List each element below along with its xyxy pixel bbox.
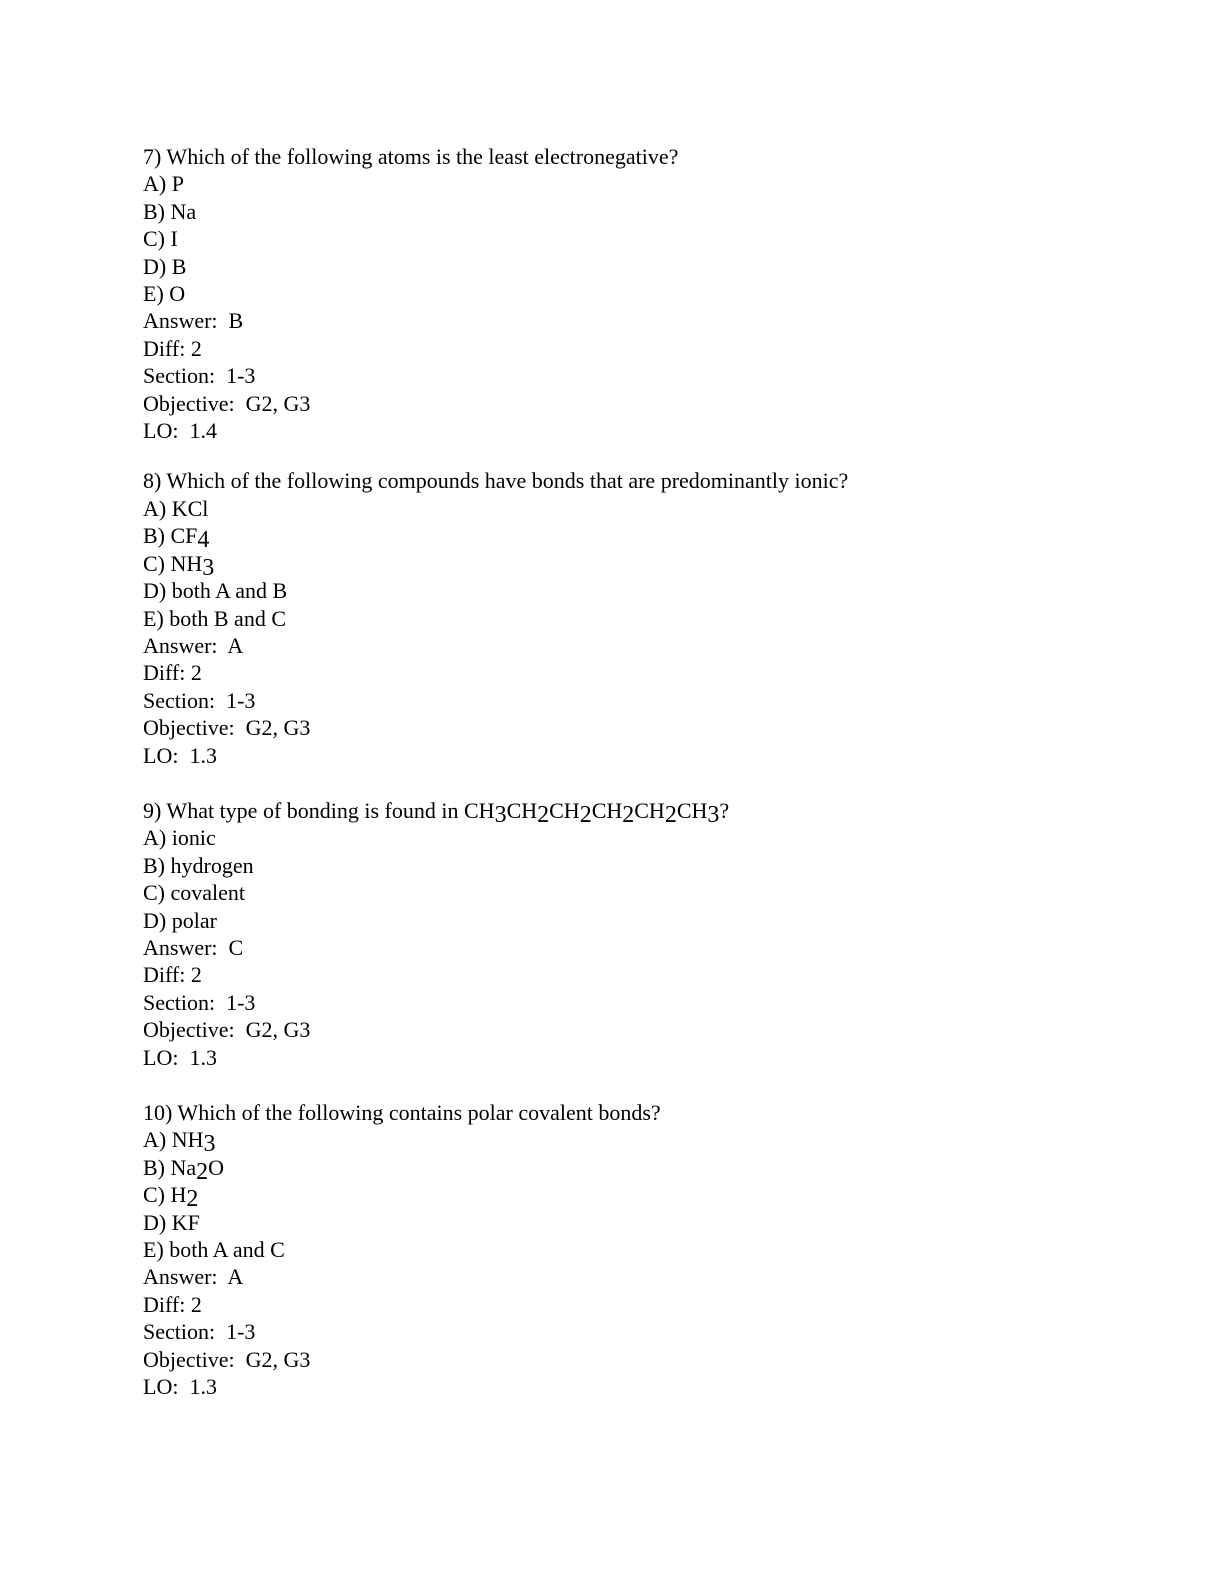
question-9 (143, 797, 1143, 1071)
difficulty-line: Diff: 2 (143, 335, 202, 361)
answer-line: Answer: C (143, 934, 244, 960)
option-a: A) P (143, 171, 184, 197)
lo-line: LO: 1.4 (143, 418, 217, 444)
subscript: 2 (579, 801, 592, 828)
formula-part: CH (591, 797, 623, 823)
option-a: A) ionic (143, 825, 216, 851)
subscript: 2 (196, 1158, 209, 1185)
option-text: A) KCl (143, 495, 209, 521)
option-text: D) KF (143, 1209, 200, 1235)
option-c: C) I (143, 226, 178, 252)
answer-line: Answer: A (143, 632, 244, 658)
question-stem: 10) Which of the following contains polar covalent bonds? (143, 1100, 661, 1125)
option-a (143, 1126, 1143, 1158)
stem-text: ? (719, 797, 730, 823)
option-b (143, 522, 1143, 554)
option-text: E) both A and C (143, 1237, 285, 1263)
difficulty-line: Diff: 2 (143, 962, 202, 988)
option-d: D) B (143, 253, 187, 279)
question-list (143, 143, 1143, 1400)
objective-line: Objective: G2, G3 (143, 715, 311, 741)
subscript: 2 (622, 801, 635, 828)
subscript: 2 (664, 801, 677, 828)
option-text: C) NH (143, 550, 203, 576)
objective-line: Objective: G2, G3 (143, 1346, 311, 1372)
formula-part: CH (634, 797, 665, 823)
formula-part: CH (549, 797, 580, 823)
option-d (143, 577, 1143, 604)
option-text: A) NH (143, 1127, 204, 1153)
lo-line: LO: 1.3 (143, 1044, 217, 1070)
subscript: 4 (197, 527, 210, 554)
option-b: B) Na (143, 198, 197, 224)
option-c (143, 550, 1143, 581)
question-7 (143, 143, 1143, 444)
option-text: O (208, 1154, 225, 1180)
option-text: D) both A and B (143, 578, 288, 604)
subscript: 2 (186, 1186, 199, 1213)
section-line: Section: 1-3 (143, 989, 256, 1015)
objective-line: Objective: G2, G3 (143, 390, 311, 416)
option-text: C) H (143, 1182, 187, 1208)
subscript: 3 (494, 801, 507, 828)
subscript: 3 (203, 1131, 216, 1158)
question-stem: 7) Which of the following atoms is the least electronegative? (143, 144, 679, 169)
option-c: C) covalent (143, 880, 246, 906)
subscript: 3 (202, 554, 215, 581)
question-8 (143, 467, 1143, 768)
option-b (143, 1154, 1143, 1185)
difficulty-line: Diff: 2 (143, 660, 202, 686)
lo-line: LO: 1.3 (143, 742, 217, 768)
option-b: B) hydrogen (143, 852, 254, 878)
stem-text: 9) What type of bonding is found in (143, 797, 464, 823)
answer-line: Answer: B (143, 308, 244, 334)
question-stem (143, 797, 1143, 828)
section-line: Section: 1-3 (143, 363, 256, 389)
difficulty-line: Diff: 2 (143, 1291, 202, 1317)
subscript: 3 (707, 801, 720, 828)
section-line: Section: 1-3 (143, 687, 256, 713)
section-line: Section: 1-3 (143, 1319, 256, 1345)
formula-part: CH (464, 797, 495, 823)
option-e: E) O (143, 281, 186, 307)
lo-line: LO: 1.3 (143, 1374, 217, 1400)
option-d (143, 1209, 1143, 1236)
option-text: E) both B and C (143, 605, 286, 631)
question-10 (143, 1099, 1143, 1400)
option-a (143, 495, 1143, 522)
option-e (143, 605, 1143, 632)
option-d: D) polar (143, 907, 217, 933)
formula-part: CH (676, 797, 708, 823)
option-text: B) CF (143, 523, 198, 549)
objective-line: Objective: G2, G3 (143, 1017, 311, 1043)
question-stem: 8) Which of the following compounds have bonds that are predominantly ionic? (143, 468, 849, 494)
formula-part: CH (506, 797, 538, 823)
option-text: B) Na (143, 1154, 197, 1180)
option-c (143, 1181, 1143, 1213)
answer-line: Answer: A (143, 1264, 244, 1290)
subscript: 2 (537, 801, 550, 828)
option-e (143, 1236, 1143, 1263)
